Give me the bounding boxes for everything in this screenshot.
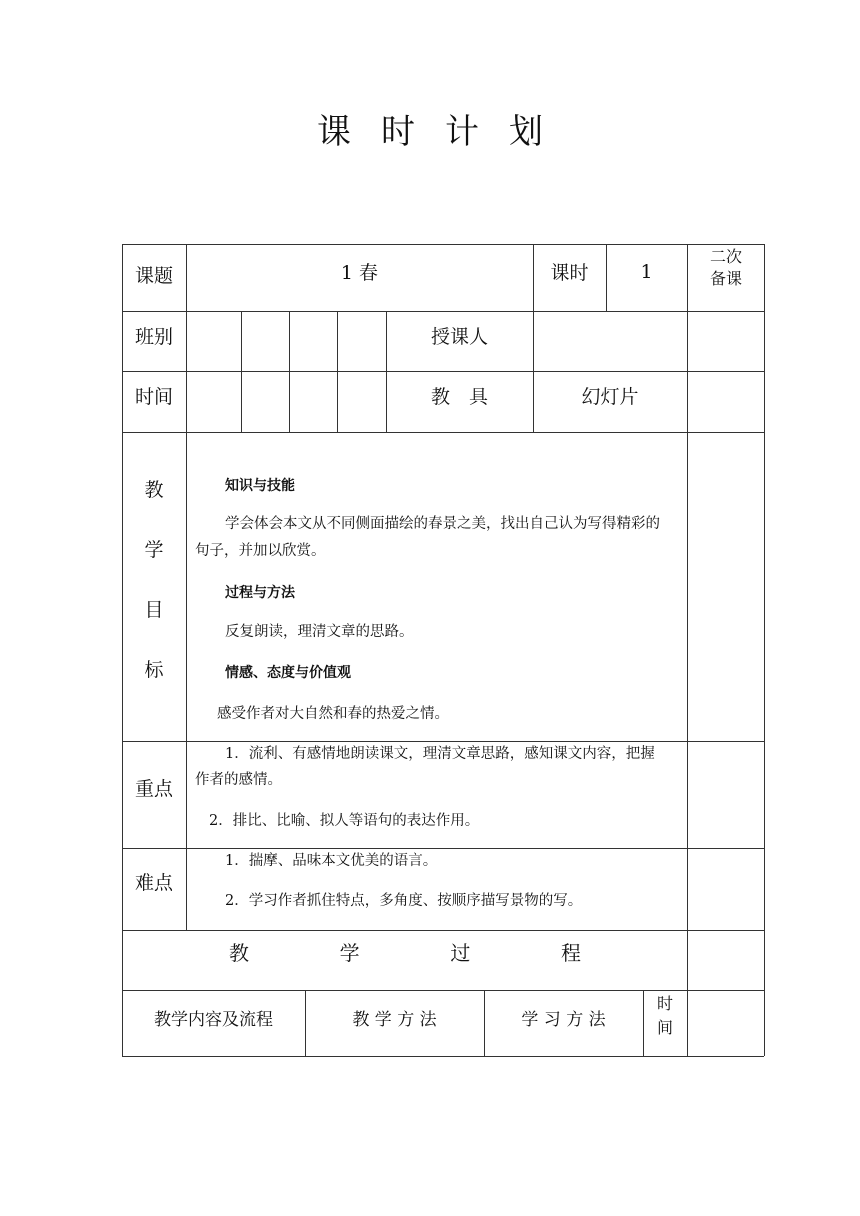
page-title: 课时计划 [317, 112, 573, 152]
key-point-item: 1．流利、有感情地朗读课文，理清文章思路，感知课文内容，把握 [225, 746, 655, 762]
second-prep-label: 二次备课 [709, 247, 742, 288]
col-divider [241, 311, 242, 432]
period-label: 课时 [550, 262, 589, 284]
objective-heading-process: 过程与方法 [225, 585, 295, 601]
col-divider [643, 990, 644, 1056]
topic-label: 课题 [134, 264, 173, 287]
aids-value: 幻灯片 [581, 385, 639, 408]
topic-value: 1 春 [340, 262, 379, 284]
key-point-item: 2．排比、比喻、拟人等语句的表达作用。 [209, 813, 480, 829]
row-divider [122, 930, 764, 931]
key-points-label: 重点 [134, 777, 173, 800]
col-divider [186, 244, 187, 930]
objective-text: 感受作者对大自然和春的热爱之情。 [217, 706, 449, 722]
objectives-label: 教 学 目 标 [144, 479, 164, 681]
period-value: 1 [640, 260, 653, 283]
teacher-label: 授课人 [430, 325, 488, 348]
difficult-points-label: 难点 [134, 871, 173, 894]
col-divider [289, 311, 290, 432]
key-point-item: 作者的感情。 [195, 772, 282, 788]
col-divider [687, 244, 688, 1056]
objective-heading-knowledge: 知识与技能 [225, 478, 295, 494]
class-label: 班别 [134, 325, 173, 348]
col-header-time: 时间 [656, 994, 673, 1037]
difficult-point-item: 1．揣摩、品味本文优美的语言。 [225, 853, 438, 869]
objective-heading-attitude: 情感、态度与价值观 [225, 665, 351, 681]
time-label: 时间 [134, 385, 173, 408]
row-divider [122, 432, 764, 433]
objective-text: 学会体会本文从不同侧面描绘的春景之美，找出自己认为写得精彩的 [225, 516, 660, 532]
table-border-bottom [122, 1056, 764, 1057]
col-header-content-flow: 教学内容及流程 [154, 1009, 273, 1030]
process-heading: 教 学 过 程 [229, 941, 581, 965]
difficult-point-item: 2．学习作者抓住特点，多角度、按顺序描写景物的写。 [225, 893, 583, 909]
table-border-right [764, 244, 765, 1056]
aids-label: 教 具 [430, 385, 488, 408]
col-header-teaching-method: 教 学 方 法 [352, 1009, 437, 1030]
objective-text: 句子，并加以欣赏。 [195, 543, 326, 559]
col-header-learning-method: 学 习 方 法 [521, 1009, 606, 1030]
row-divider [122, 848, 764, 849]
objective-text: 反复朗读，理清文章的思路。 [225, 624, 414, 640]
col-divider [337, 311, 338, 432]
